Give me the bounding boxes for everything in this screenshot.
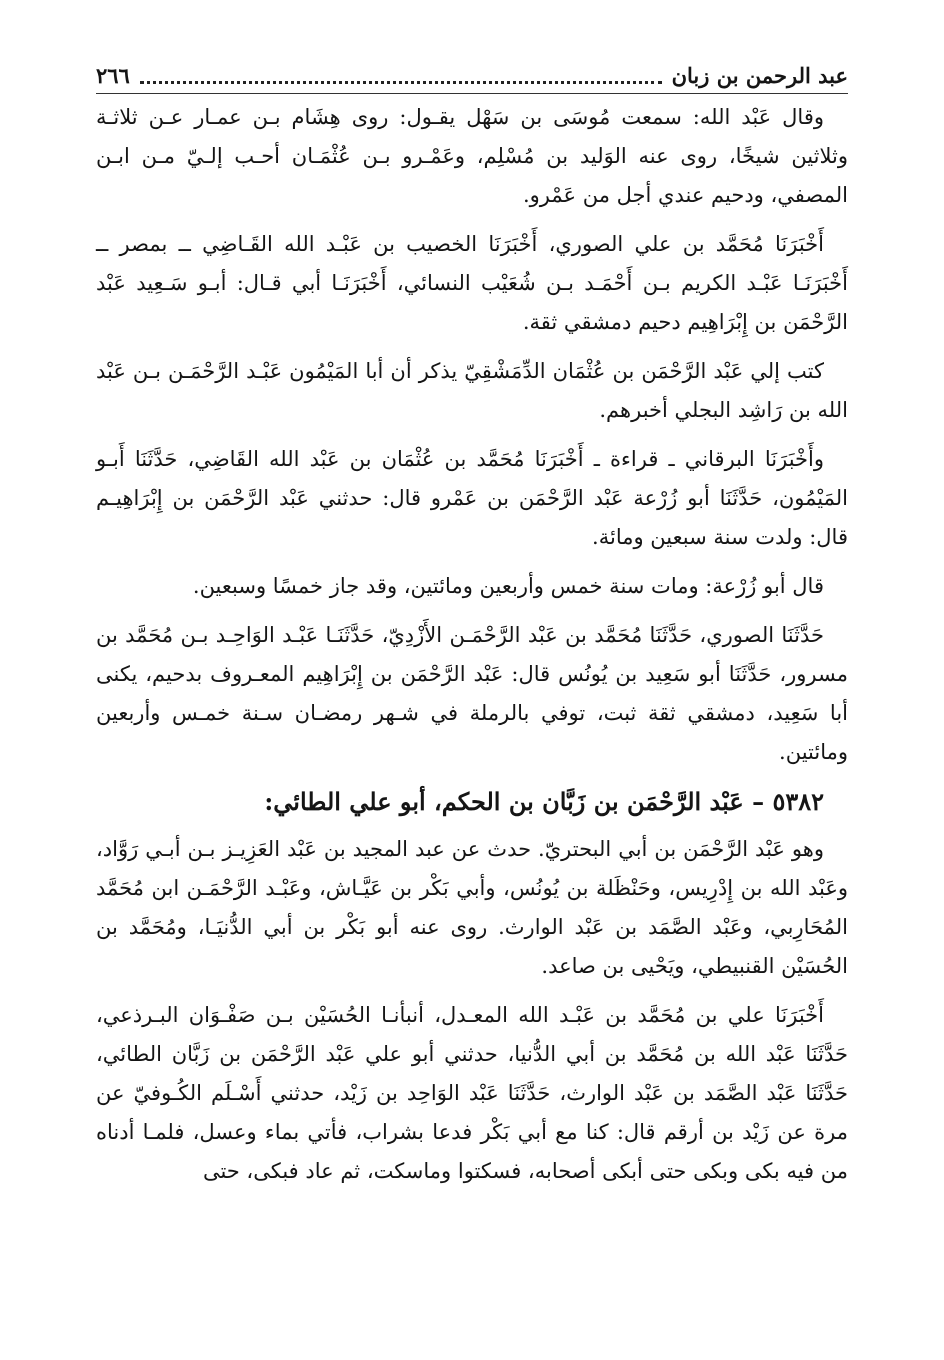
entry-paragraph: وهو عَبْد الرَّحْمَن بن أبي البحتريّ. حدث عن عبد المجيد بن عَبْد العَزِيـز بـن أبـي رَوَّاد، وعَبْد الله بن إِدْرِيس، وحَنْظَلة بن يُونُس، وأبي بَكْر بن عَيَّـاش، وعَبْـد الرَّحْمَـن ابن مُحَمَّد المُحَارِبي، وعَبْد الصَّمَد بن عَبْد الوارث. روى عنه أبو بَكْر بن أبي الدُّنيَـا، ومُحَمَّد بن الحُسَيْن القنبيطي، ويَحْيى بن صاعد.	[96, 837, 848, 978]
paragraph: قال أبو زُرْعة: ومات سنة خمس وأربعين ومائتين، وقد جاز خمسًا وسبعين.	[192, 574, 824, 598]
paragraph: حَدَّثَنَا الصوري، حَدَّثَنَا مُحَمَّد بن عَبْد الرَّحْمَـن الأَزْدِيّ، حَدَّثَنَـا عَبْـد الوَاحِـد بـن مُحَمَّد بن مسرور، حَدَّثَنَا أبو سَعِيد بن يُونُس قال: عَبْد الرَّحْمَن بن إِبْرَاهِيم المعـروف بدحيم، يكنى أبا سَعِيد، دمشقي ثقة ثبت، توفي بالرملة في شـهر رمضـان سـنة خمـس وأربعين ومائتين.	[96, 623, 848, 764]
entry-heading: ٥٣٨٢ – عَبْد الرَّحْمَن بن زَبَّان بن الحكم، أبو علي الطائي:	[264, 787, 824, 816]
paragraph: أَخْبَرَنَا مُحَمَّد بن علي الصوري، أَخْبَرَنَا الخصيب بن عَبْـد الله القَـاضِي ــ بمصر ــ أَخْبَرَنَـا عَبْـد الكريم بـن أَحْمَـد بـن شُعَيْب النسائي، أَخْبَرَنَـا أبي قـال: أبـو سَـعِيد عَبْد الرَّحْمَن بن إِبْرَاهِيم دحيم دمشقي ثقة.	[96, 232, 848, 334]
page-number: ٢٦٦	[96, 62, 130, 88]
leader-dots	[140, 67, 662, 84]
entry-paragraph: أَخْبَرَنَا علي بن مُحَمَّد بن عَبْـد الله المعـدل، أنبأنـا الحُسَيْن بـن صَفْـوَان البـرذعي، حَدَّثَنَا عَبْد الله بن مُحَمَّد بن أبي الدُّنيا، حدثني أبو علي عَبْد الرَّحْمَن بن زَبَّان الطائي، حَدَّثَنَا عَبْد الصَّمَد بن عَبْد الوارث، حَدَّثَنَا عَبْد الوَاحِد بن زَيْد، حدثني أَسْـلَم الكُـوفيّ عن مرة عن زَيْد بن أرقم قال: كنا مع أبي بَكْر فدعا بشراب، فأتي بماء وعسل، فلمـا أدناه من فيه بكى وبكى حتى أبكى أصحابه، فسكتوا وماسكت، ثم عاد فبكى، حتى	[96, 1003, 848, 1183]
running-head	[96, 58, 848, 92]
paragraph: وقال عَبْد الله: سمعت مُوسَى بن سَهْل يقـول: روى هِشَام بـن عمـار عـن ثلاثـة وثلاثين شيخًا، روى عنه الوَليد بن مُسْلِم، وعَمْـرو بـن عُثْمَـان أحـب إلـيّ مـن ابـن المصفي، ودحيم عندي أجل من عَمْرو.	[96, 105, 848, 207]
paragraph: كتب إلي عَبْد الرَّحْمَن بن عُثْمَان الدِّمَشْقِيّ يذكر أن أبا المَيْمُون عَبْـد الرَّحْمَـن بـن عَبْد الله بن رَاشِد البجلي أخبرهم.	[96, 359, 848, 422]
header-rule	[96, 93, 848, 94]
running-title: عبد الرحمن بن زبان	[671, 62, 848, 88]
body-text	[96, 98, 848, 1201]
paragraph: وأَخْبَرَنَا البرقاني ـ قراءة ـ أَخْبَرَنَا مُحَمَّد بن عُثْمَان بن عَبْد الله القَاضِي، حَدَّثَنَا أَبـو المَيْمُون، حَدَّثَنَا أبو زُرْعة عَبْد الرَّحْمَن بن عَمْرو قال: حدثني عَبْد الرَّحْمَن بن إِبْرَاهِيـم قال: ولدت سنة سبعين ومائة.	[96, 447, 848, 549]
